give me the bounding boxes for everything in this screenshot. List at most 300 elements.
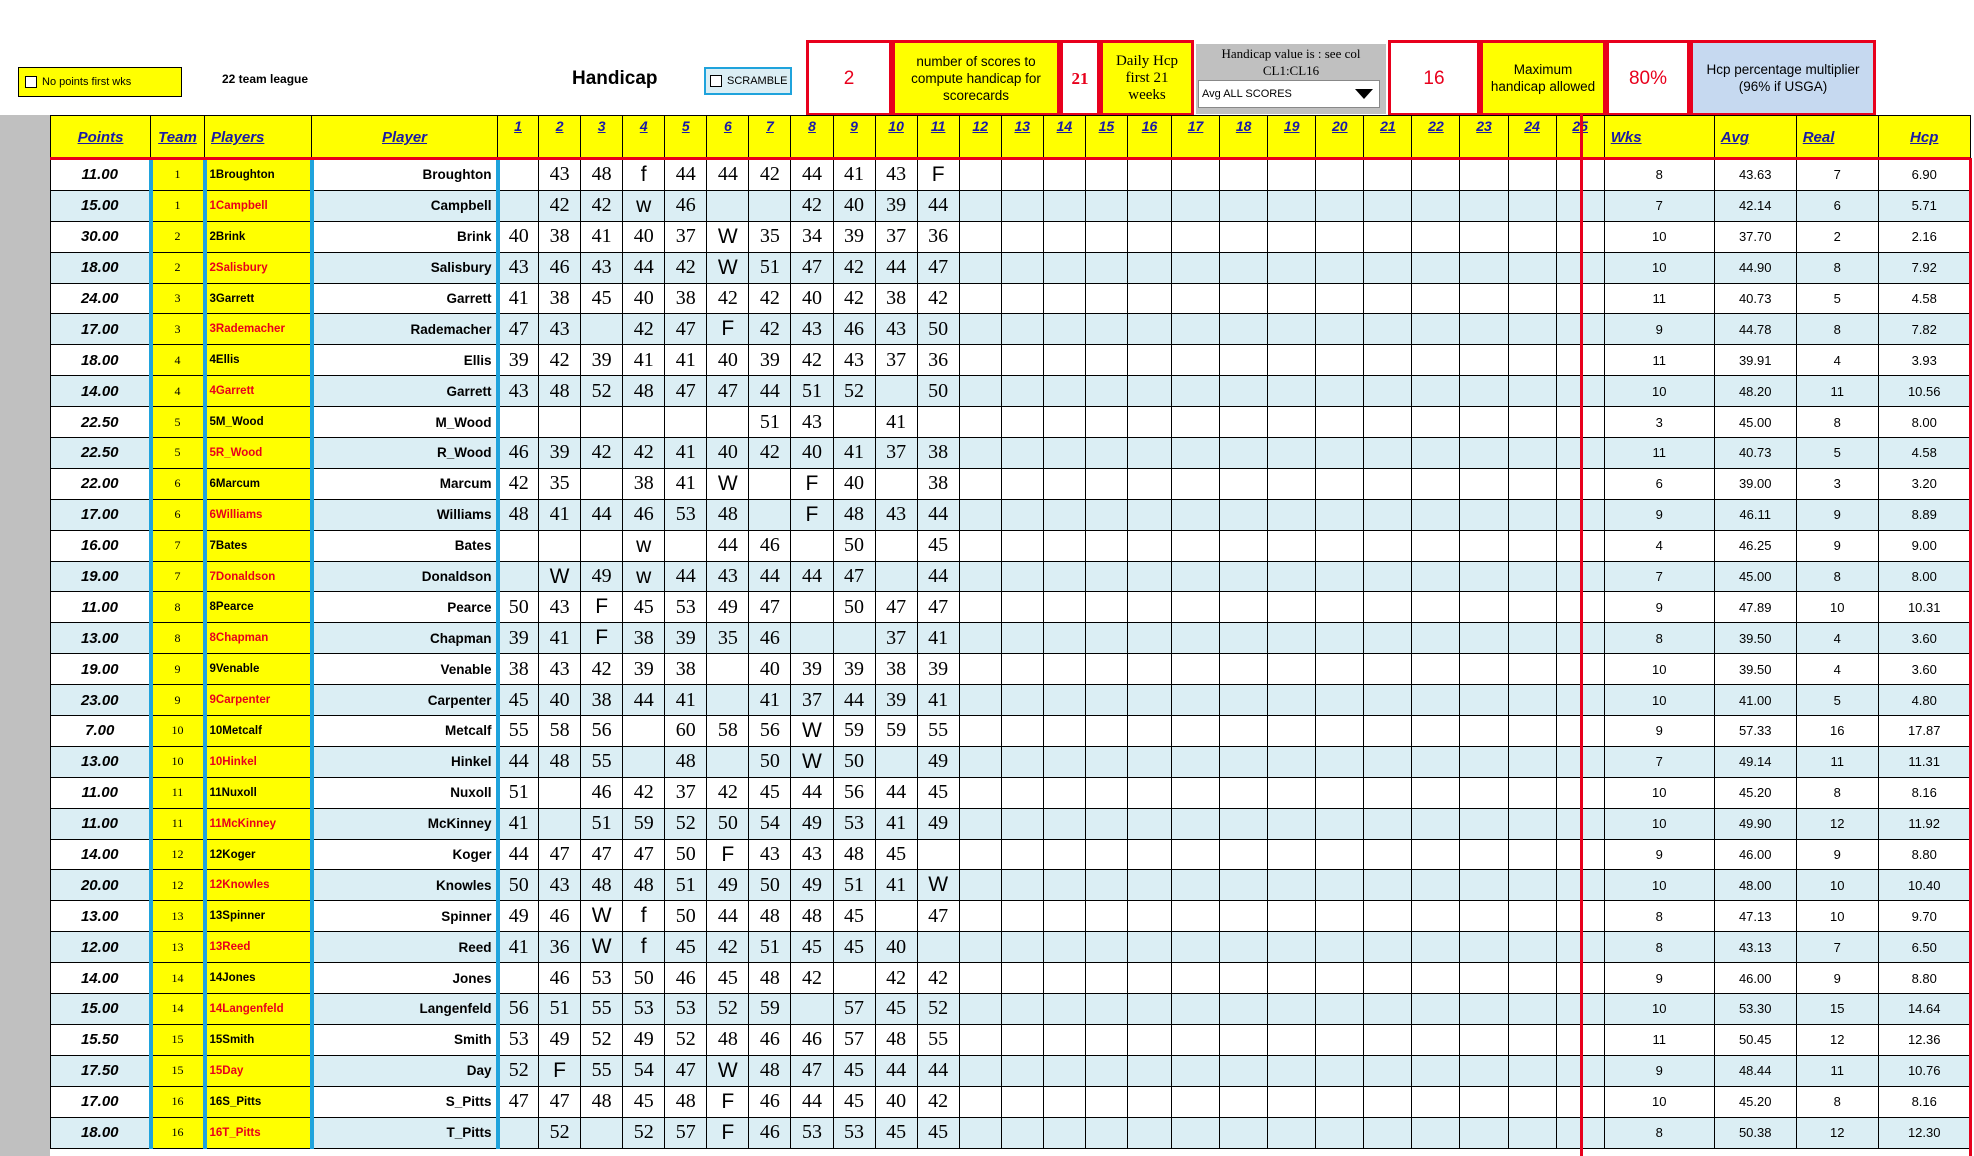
hcp-cell[interactable]: 3.20 [1878, 468, 1970, 499]
score-cell-week-6[interactable]: 49 [707, 870, 749, 901]
score-cell-week-4[interactable]: 47 [623, 839, 665, 870]
score-cell-week-13[interactable] [1001, 530, 1043, 561]
score-cell-week-17[interactable] [1172, 1086, 1220, 1117]
score-cell-week-17[interactable] [1172, 746, 1220, 777]
score-cell-week-17[interactable] [1172, 777, 1220, 808]
hcp-cell[interactable]: 8.00 [1878, 407, 1970, 438]
score-cell-week-20[interactable] [1316, 777, 1364, 808]
score-cell-week-25[interactable] [1556, 746, 1604, 777]
score-cell-week-5[interactable]: 38 [665, 654, 707, 685]
score-cell-week-5[interactable]: 51 [665, 870, 707, 901]
score-cell-week-8[interactable]: 53 [791, 1117, 833, 1148]
score-cell-week-2[interactable]: 35 [539, 468, 581, 499]
score-cell-week-17[interactable] [1172, 376, 1220, 407]
score-cell-week-9[interactable]: 59 [833, 716, 875, 747]
team-cell[interactable]: 5 [151, 438, 205, 469]
avg-cell[interactable]: 48.20 [1714, 376, 1796, 407]
score-cell-week-15[interactable] [1085, 221, 1127, 252]
score-cell-week-21[interactable] [1364, 716, 1412, 747]
score-cell-week-12[interactable] [959, 530, 1001, 561]
real-cell[interactable]: 8 [1796, 314, 1878, 345]
score-cell-week-11[interactable]: 39 [917, 654, 959, 685]
players-cell[interactable]: 15Smith [205, 1024, 312, 1055]
daily-hcp-weeks-input[interactable]: 21 [1060, 40, 1100, 116]
score-cell-week-14[interactable] [1043, 561, 1085, 592]
avg-cell[interactable]: 50.45 [1714, 1024, 1796, 1055]
hcp-cell[interactable]: 2.16 [1878, 221, 1970, 252]
score-cell-week-12[interactable] [959, 438, 1001, 469]
score-cell-week-20[interactable] [1316, 190, 1364, 221]
score-cell-week-8[interactable]: 42 [791, 190, 833, 221]
wks-cell[interactable]: 7 [1604, 561, 1714, 592]
score-cell-week-13[interactable] [1001, 1055, 1043, 1086]
player-cell[interactable]: T_Pitts [312, 1117, 498, 1148]
score-cell-week-1[interactable]: 50 [498, 592, 539, 623]
score-cell-week-2[interactable]: 42 [539, 345, 581, 376]
real-cell[interactable]: 15 [1796, 994, 1878, 1025]
score-cell-week-7[interactable]: 42 [749, 438, 791, 469]
wks-cell[interactable]: 10 [1604, 685, 1714, 716]
score-cell-week-13[interactable] [1001, 746, 1043, 777]
players-cell[interactable]: 8Chapman [205, 623, 312, 654]
points-cell[interactable]: 14.00 [51, 376, 151, 407]
score-cell-week-9[interactable]: 45 [833, 932, 875, 963]
score-cell-week-8[interactable]: 49 [791, 808, 833, 839]
score-cell-week-22[interactable] [1412, 561, 1460, 592]
score-cell-week-10[interactable]: 43 [875, 314, 917, 345]
score-cell-week-20[interactable] [1316, 221, 1364, 252]
score-cell-week-19[interactable] [1268, 314, 1316, 345]
players-cell[interactable]: 1Broughton [205, 160, 312, 191]
score-cell-week-20[interactable] [1316, 468, 1364, 499]
score-cell-week-17[interactable] [1172, 623, 1220, 654]
score-cell-week-22[interactable] [1412, 1117, 1460, 1148]
score-cell-week-21[interactable] [1364, 654, 1412, 685]
score-cell-week-5[interactable]: 52 [665, 808, 707, 839]
points-cell[interactable]: 20.00 [51, 870, 151, 901]
score-cell-week-19[interactable] [1268, 963, 1316, 994]
score-cell-week-11[interactable]: 45 [917, 530, 959, 561]
hcp-cell[interactable]: 8.89 [1878, 499, 1970, 530]
score-cell-week-6[interactable]: 52 [707, 994, 749, 1025]
score-cell-week-19[interactable] [1268, 468, 1316, 499]
score-cell-week-15[interactable] [1085, 870, 1127, 901]
score-cell-week-1[interactable]: 44 [498, 839, 539, 870]
player-cell[interactable]: Hinkel [312, 746, 498, 777]
score-cell-week-12[interactable] [959, 376, 1001, 407]
score-cell-week-16[interactable] [1127, 654, 1171, 685]
score-cell-week-15[interactable] [1085, 808, 1127, 839]
score-cell-week-23[interactable] [1460, 283, 1508, 314]
score-cell-week-12[interactable] [959, 623, 1001, 654]
points-cell[interactable]: 19.00 [51, 561, 151, 592]
score-cell-week-16[interactable] [1127, 438, 1171, 469]
score-cell-week-18[interactable] [1220, 283, 1268, 314]
score-cell-week-11[interactable] [917, 407, 959, 438]
player-cell[interactable]: McKinney [312, 808, 498, 839]
score-cell-week-10[interactable]: 45 [875, 994, 917, 1025]
score-cell-week-3[interactable]: 38 [581, 685, 623, 716]
score-cell-week-11[interactable]: 55 [917, 1024, 959, 1055]
score-cell-week-25[interactable] [1556, 160, 1604, 191]
score-cell-week-25[interactable] [1556, 283, 1604, 314]
score-cell-week-24[interactable] [1508, 376, 1556, 407]
wks-cell[interactable]: 10 [1604, 870, 1714, 901]
score-cell-week-10[interactable]: 48 [875, 1024, 917, 1055]
score-cell-week-2[interactable]: 43 [539, 592, 581, 623]
score-cell-week-12[interactable] [959, 777, 1001, 808]
score-cell-week-25[interactable] [1556, 716, 1604, 747]
score-cell-week-10[interactable]: 40 [875, 1086, 917, 1117]
score-cell-week-4[interactable]: 45 [623, 1086, 665, 1117]
score-cell-week-18[interactable] [1220, 623, 1268, 654]
score-cell-week-11[interactable]: 42 [917, 283, 959, 314]
score-cell-week-12[interactable] [959, 1055, 1001, 1086]
players-cell[interactable]: 7Donaldson [205, 561, 312, 592]
score-cell-week-14[interactable] [1043, 283, 1085, 314]
wks-cell[interactable]: 10 [1604, 808, 1714, 839]
score-cell-week-5[interactable]: 45 [665, 932, 707, 963]
score-cell-week-18[interactable] [1220, 870, 1268, 901]
score-cell-week-14[interactable] [1043, 685, 1085, 716]
score-cell-week-7[interactable]: 42 [749, 283, 791, 314]
wks-cell[interactable]: 9 [1604, 499, 1714, 530]
score-cell-week-25[interactable] [1556, 561, 1604, 592]
score-cell-week-2[interactable]: 58 [539, 716, 581, 747]
score-cell-week-8[interactable] [791, 994, 833, 1025]
score-cell-week-12[interactable] [959, 839, 1001, 870]
score-cell-week-8[interactable] [791, 623, 833, 654]
score-cell-week-8[interactable]: 44 [791, 1086, 833, 1117]
real-cell[interactable]: 12 [1796, 808, 1878, 839]
score-cell-week-19[interactable] [1268, 160, 1316, 191]
score-cell-week-25[interactable] [1556, 592, 1604, 623]
score-cell-week-20[interactable] [1316, 994, 1364, 1025]
score-cell-week-25[interactable] [1556, 407, 1604, 438]
hcp-cell[interactable]: 8.16 [1878, 1086, 1970, 1117]
points-cell[interactable]: 22.50 [51, 438, 151, 469]
score-cell-week-13[interactable] [1001, 160, 1043, 191]
score-cell-week-20[interactable] [1316, 592, 1364, 623]
real-cell[interactable]: 5 [1796, 283, 1878, 314]
avg-cell[interactable]: 46.00 [1714, 963, 1796, 994]
points-cell[interactable]: 17.00 [51, 1086, 151, 1117]
score-cell-week-14[interactable] [1043, 994, 1085, 1025]
score-cell-week-25[interactable] [1556, 499, 1604, 530]
score-cell-week-5[interactable]: 41 [665, 685, 707, 716]
score-cell-week-23[interactable] [1460, 654, 1508, 685]
score-cell-week-6[interactable]: 40 [707, 345, 749, 376]
score-cell-week-21[interactable] [1364, 345, 1412, 376]
hcp-cell[interactable]: 8.00 [1878, 561, 1970, 592]
score-cell-week-8[interactable]: 44 [791, 777, 833, 808]
score-cell-week-23[interactable] [1460, 623, 1508, 654]
team-cell[interactable]: 7 [151, 561, 205, 592]
avg-cell[interactable]: 44.78 [1714, 314, 1796, 345]
score-cell-week-22[interactable] [1412, 592, 1460, 623]
score-cell-week-2[interactable]: 39 [539, 438, 581, 469]
score-cell-week-24[interactable] [1508, 592, 1556, 623]
score-cell-week-24[interactable] [1508, 283, 1556, 314]
wks-cell[interactable]: 9 [1604, 592, 1714, 623]
real-cell[interactable]: 8 [1796, 1086, 1878, 1117]
score-cell-week-10[interactable]: 38 [875, 654, 917, 685]
avg-cell[interactable]: 50.38 [1714, 1117, 1796, 1148]
score-cell-week-17[interactable] [1172, 468, 1220, 499]
avg-cell[interactable]: 46.25 [1714, 530, 1796, 561]
score-cell-week-12[interactable] [959, 654, 1001, 685]
score-cell-week-13[interactable] [1001, 376, 1043, 407]
score-cell-week-3[interactable]: 48 [581, 870, 623, 901]
score-cell-week-7[interactable]: 51 [749, 252, 791, 283]
score-cell-week-13[interactable] [1001, 438, 1043, 469]
score-cell-week-7[interactable]: 46 [749, 1086, 791, 1117]
score-cell-week-3[interactable]: 56 [581, 716, 623, 747]
players-cell[interactable]: 16T_Pitts [205, 1117, 312, 1148]
score-cell-week-3[interactable]: 49 [581, 561, 623, 592]
score-cell-week-13[interactable] [1001, 1117, 1043, 1148]
score-cell-week-17[interactable] [1172, 438, 1220, 469]
score-cell-week-1[interactable]: 41 [498, 808, 539, 839]
team-cell[interactable]: 6 [151, 499, 205, 530]
player-cell[interactable]: Jones [312, 963, 498, 994]
score-cell-week-25[interactable] [1556, 221, 1604, 252]
avg-cell[interactable]: 43.13 [1714, 932, 1796, 963]
score-cell-week-20[interactable] [1316, 1117, 1364, 1148]
score-cell-week-20[interactable] [1316, 746, 1364, 777]
score-cell-week-9[interactable]: 50 [833, 592, 875, 623]
score-cell-week-11[interactable]: 41 [917, 623, 959, 654]
score-cell-week-14[interactable] [1043, 777, 1085, 808]
score-cell-week-19[interactable] [1268, 685, 1316, 716]
real-cell[interactable]: 9 [1796, 839, 1878, 870]
score-cell-week-21[interactable] [1364, 314, 1412, 345]
points-cell[interactable]: 15.00 [51, 190, 151, 221]
score-cell-week-11[interactable]: 45 [917, 777, 959, 808]
score-cell-week-19[interactable] [1268, 870, 1316, 901]
score-cell-week-1[interactable] [498, 407, 539, 438]
score-cell-week-2[interactable] [539, 407, 581, 438]
score-cell-week-15[interactable] [1085, 283, 1127, 314]
score-cell-week-12[interactable] [959, 870, 1001, 901]
score-cell-week-23[interactable] [1460, 932, 1508, 963]
score-cell-week-2[interactable]: 52 [539, 1117, 581, 1148]
score-cell-week-23[interactable] [1460, 221, 1508, 252]
score-cell-week-12[interactable] [959, 314, 1001, 345]
score-cell-week-13[interactable] [1001, 252, 1043, 283]
hcp-cell[interactable]: 8.80 [1878, 963, 1970, 994]
score-cell-week-19[interactable] [1268, 839, 1316, 870]
score-cell-week-15[interactable] [1085, 561, 1127, 592]
score-cell-week-9[interactable]: 40 [833, 468, 875, 499]
score-cell-week-25[interactable] [1556, 314, 1604, 345]
score-cell-week-10[interactable]: 42 [875, 963, 917, 994]
player-cell[interactable]: Salisbury [312, 252, 498, 283]
score-cell-week-3[interactable]: F [581, 623, 623, 654]
score-cell-week-14[interactable] [1043, 870, 1085, 901]
score-cell-week-16[interactable] [1127, 1055, 1171, 1086]
score-cell-week-4[interactable]: 59 [623, 808, 665, 839]
player-cell[interactable]: Ellis [312, 345, 498, 376]
team-cell[interactable]: 7 [151, 530, 205, 561]
score-cell-week-2[interactable] [539, 777, 581, 808]
score-cell-week-8[interactable]: 45 [791, 932, 833, 963]
score-cell-week-15[interactable] [1085, 438, 1127, 469]
player-cell[interactable]: S_Pitts [312, 1086, 498, 1117]
score-cell-week-18[interactable] [1220, 407, 1268, 438]
score-cell-week-12[interactable] [959, 468, 1001, 499]
score-cell-week-3[interactable]: 46 [581, 777, 623, 808]
score-cell-week-21[interactable] [1364, 777, 1412, 808]
score-cell-week-10[interactable]: 40 [875, 932, 917, 963]
score-cell-week-2[interactable]: 41 [539, 499, 581, 530]
score-cell-week-9[interactable]: 57 [833, 994, 875, 1025]
score-cell-week-16[interactable] [1127, 283, 1171, 314]
score-cell-week-5[interactable]: 50 [665, 901, 707, 932]
score-cell-week-16[interactable] [1127, 561, 1171, 592]
score-cell-week-7[interactable]: 40 [749, 654, 791, 685]
score-cell-week-6[interactable]: 49 [707, 592, 749, 623]
score-cell-week-10[interactable]: 43 [875, 499, 917, 530]
avg-cell[interactable]: 49.14 [1714, 746, 1796, 777]
score-cell-week-12[interactable] [959, 252, 1001, 283]
score-cell-week-5[interactable]: 39 [665, 623, 707, 654]
score-cell-week-18[interactable] [1220, 777, 1268, 808]
player-cell[interactable]: Marcum [312, 468, 498, 499]
score-cell-week-3[interactable]: 52 [581, 376, 623, 407]
score-cell-week-17[interactable] [1172, 1055, 1220, 1086]
score-cell-week-21[interactable] [1364, 685, 1412, 716]
score-cell-week-15[interactable] [1085, 932, 1127, 963]
score-cell-week-16[interactable] [1127, 623, 1171, 654]
players-cell[interactable]: 5R_Wood [205, 438, 312, 469]
score-cell-week-11[interactable]: 44 [917, 1055, 959, 1086]
players-cell[interactable]: 1Campbell [205, 190, 312, 221]
score-cell-week-25[interactable] [1556, 345, 1604, 376]
score-cell-week-17[interactable] [1172, 1024, 1220, 1055]
score-cell-week-9[interactable] [833, 623, 875, 654]
score-cell-week-15[interactable] [1085, 314, 1127, 345]
score-cell-week-21[interactable] [1364, 746, 1412, 777]
wks-cell[interactable]: 9 [1604, 716, 1714, 747]
real-cell[interactable]: 4 [1796, 345, 1878, 376]
score-cell-week-11[interactable]: W [917, 870, 959, 901]
score-cell-week-4[interactable]: 42 [623, 314, 665, 345]
player-cell[interactable]: Rademacher [312, 314, 498, 345]
team-cell[interactable]: 3 [151, 283, 205, 314]
hcp-cell[interactable]: 10.56 [1878, 376, 1970, 407]
team-cell[interactable]: 1 [151, 190, 205, 221]
score-cell-week-18[interactable] [1220, 932, 1268, 963]
player-cell[interactable]: Pearce [312, 592, 498, 623]
score-cell-week-24[interactable] [1508, 1086, 1556, 1117]
player-cell[interactable]: Venable [312, 654, 498, 685]
avg-cell[interactable]: 39.00 [1714, 468, 1796, 499]
score-cell-week-17[interactable] [1172, 994, 1220, 1025]
score-cell-week-18[interactable] [1220, 438, 1268, 469]
score-cell-week-12[interactable] [959, 190, 1001, 221]
team-cell[interactable]: 4 [151, 376, 205, 407]
score-cell-week-3[interactable]: 55 [581, 746, 623, 777]
score-cell-week-6[interactable]: 44 [707, 901, 749, 932]
team-cell[interactable]: 13 [151, 932, 205, 963]
score-cell-week-23[interactable] [1460, 1055, 1508, 1086]
score-cell-week-11[interactable] [917, 932, 959, 963]
score-cell-week-17[interactable] [1172, 685, 1220, 716]
team-cell[interactable]: 12 [151, 870, 205, 901]
score-cell-week-20[interactable] [1316, 345, 1364, 376]
score-cell-week-6[interactable]: W [707, 468, 749, 499]
hcp-cell[interactable]: 10.40 [1878, 870, 1970, 901]
score-cell-week-7[interactable]: 47 [749, 592, 791, 623]
score-cell-week-15[interactable] [1085, 190, 1127, 221]
players-cell[interactable]: 8Pearce [205, 592, 312, 623]
score-cell-week-7[interactable]: 54 [749, 808, 791, 839]
player-cell[interactable]: Smith [312, 1024, 498, 1055]
score-cell-week-23[interactable] [1460, 468, 1508, 499]
score-cell-week-14[interactable] [1043, 1024, 1085, 1055]
score-cell-week-24[interactable] [1508, 654, 1556, 685]
score-cell-week-25[interactable] [1556, 1024, 1604, 1055]
score-cell-week-8[interactable]: W [791, 746, 833, 777]
score-cell-week-23[interactable] [1460, 994, 1508, 1025]
score-cell-week-21[interactable] [1364, 932, 1412, 963]
wks-cell[interactable]: 11 [1604, 345, 1714, 376]
players-cell[interactable]: 10Metcalf [205, 716, 312, 747]
score-cell-week-18[interactable] [1220, 499, 1268, 530]
score-cell-week-17[interactable] [1172, 654, 1220, 685]
real-cell[interactable]: 9 [1796, 530, 1878, 561]
score-cell-week-5[interactable]: 48 [665, 1086, 707, 1117]
score-cell-week-15[interactable] [1085, 592, 1127, 623]
score-cell-week-1[interactable]: 55 [498, 716, 539, 747]
team-cell[interactable]: 8 [151, 592, 205, 623]
score-cell-week-24[interactable] [1508, 530, 1556, 561]
score-cell-week-8[interactable]: 42 [791, 345, 833, 376]
score-cell-week-3[interactable]: 42 [581, 654, 623, 685]
score-cell-week-3[interactable] [581, 468, 623, 499]
score-cell-week-10[interactable]: 37 [875, 623, 917, 654]
score-cell-week-17[interactable] [1172, 407, 1220, 438]
wks-cell[interactable]: 9 [1604, 963, 1714, 994]
score-cell-week-22[interactable] [1412, 160, 1460, 191]
score-cell-week-10[interactable]: 44 [875, 1055, 917, 1086]
score-cell-week-2[interactable]: 38 [539, 283, 581, 314]
score-cell-week-1[interactable]: 48 [498, 499, 539, 530]
score-cell-week-20[interactable] [1316, 1055, 1364, 1086]
score-cell-week-19[interactable] [1268, 1117, 1316, 1148]
score-cell-week-4[interactable]: 42 [623, 438, 665, 469]
score-cell-week-4[interactable] [623, 407, 665, 438]
avg-cell[interactable]: 47.89 [1714, 592, 1796, 623]
score-cell-week-19[interactable] [1268, 190, 1316, 221]
players-cell[interactable]: 4Garrett [205, 376, 312, 407]
points-cell[interactable]: 13.00 [51, 623, 151, 654]
score-cell-week-6[interactable]: 48 [707, 1024, 749, 1055]
score-cell-week-9[interactable]: 39 [833, 221, 875, 252]
score-cell-week-22[interactable] [1412, 777, 1460, 808]
score-cell-week-24[interactable] [1508, 314, 1556, 345]
score-cell-week-2[interactable]: 49 [539, 1024, 581, 1055]
score-cell-week-19[interactable] [1268, 808, 1316, 839]
score-cell-week-1[interactable]: 45 [498, 685, 539, 716]
score-cell-week-12[interactable] [959, 345, 1001, 376]
players-cell[interactable]: 5M_Wood [205, 407, 312, 438]
score-cell-week-22[interactable] [1412, 839, 1460, 870]
score-cell-week-23[interactable] [1460, 901, 1508, 932]
score-cell-week-17[interactable] [1172, 314, 1220, 345]
hcp-cell[interactable]: 12.30 [1878, 1117, 1970, 1148]
